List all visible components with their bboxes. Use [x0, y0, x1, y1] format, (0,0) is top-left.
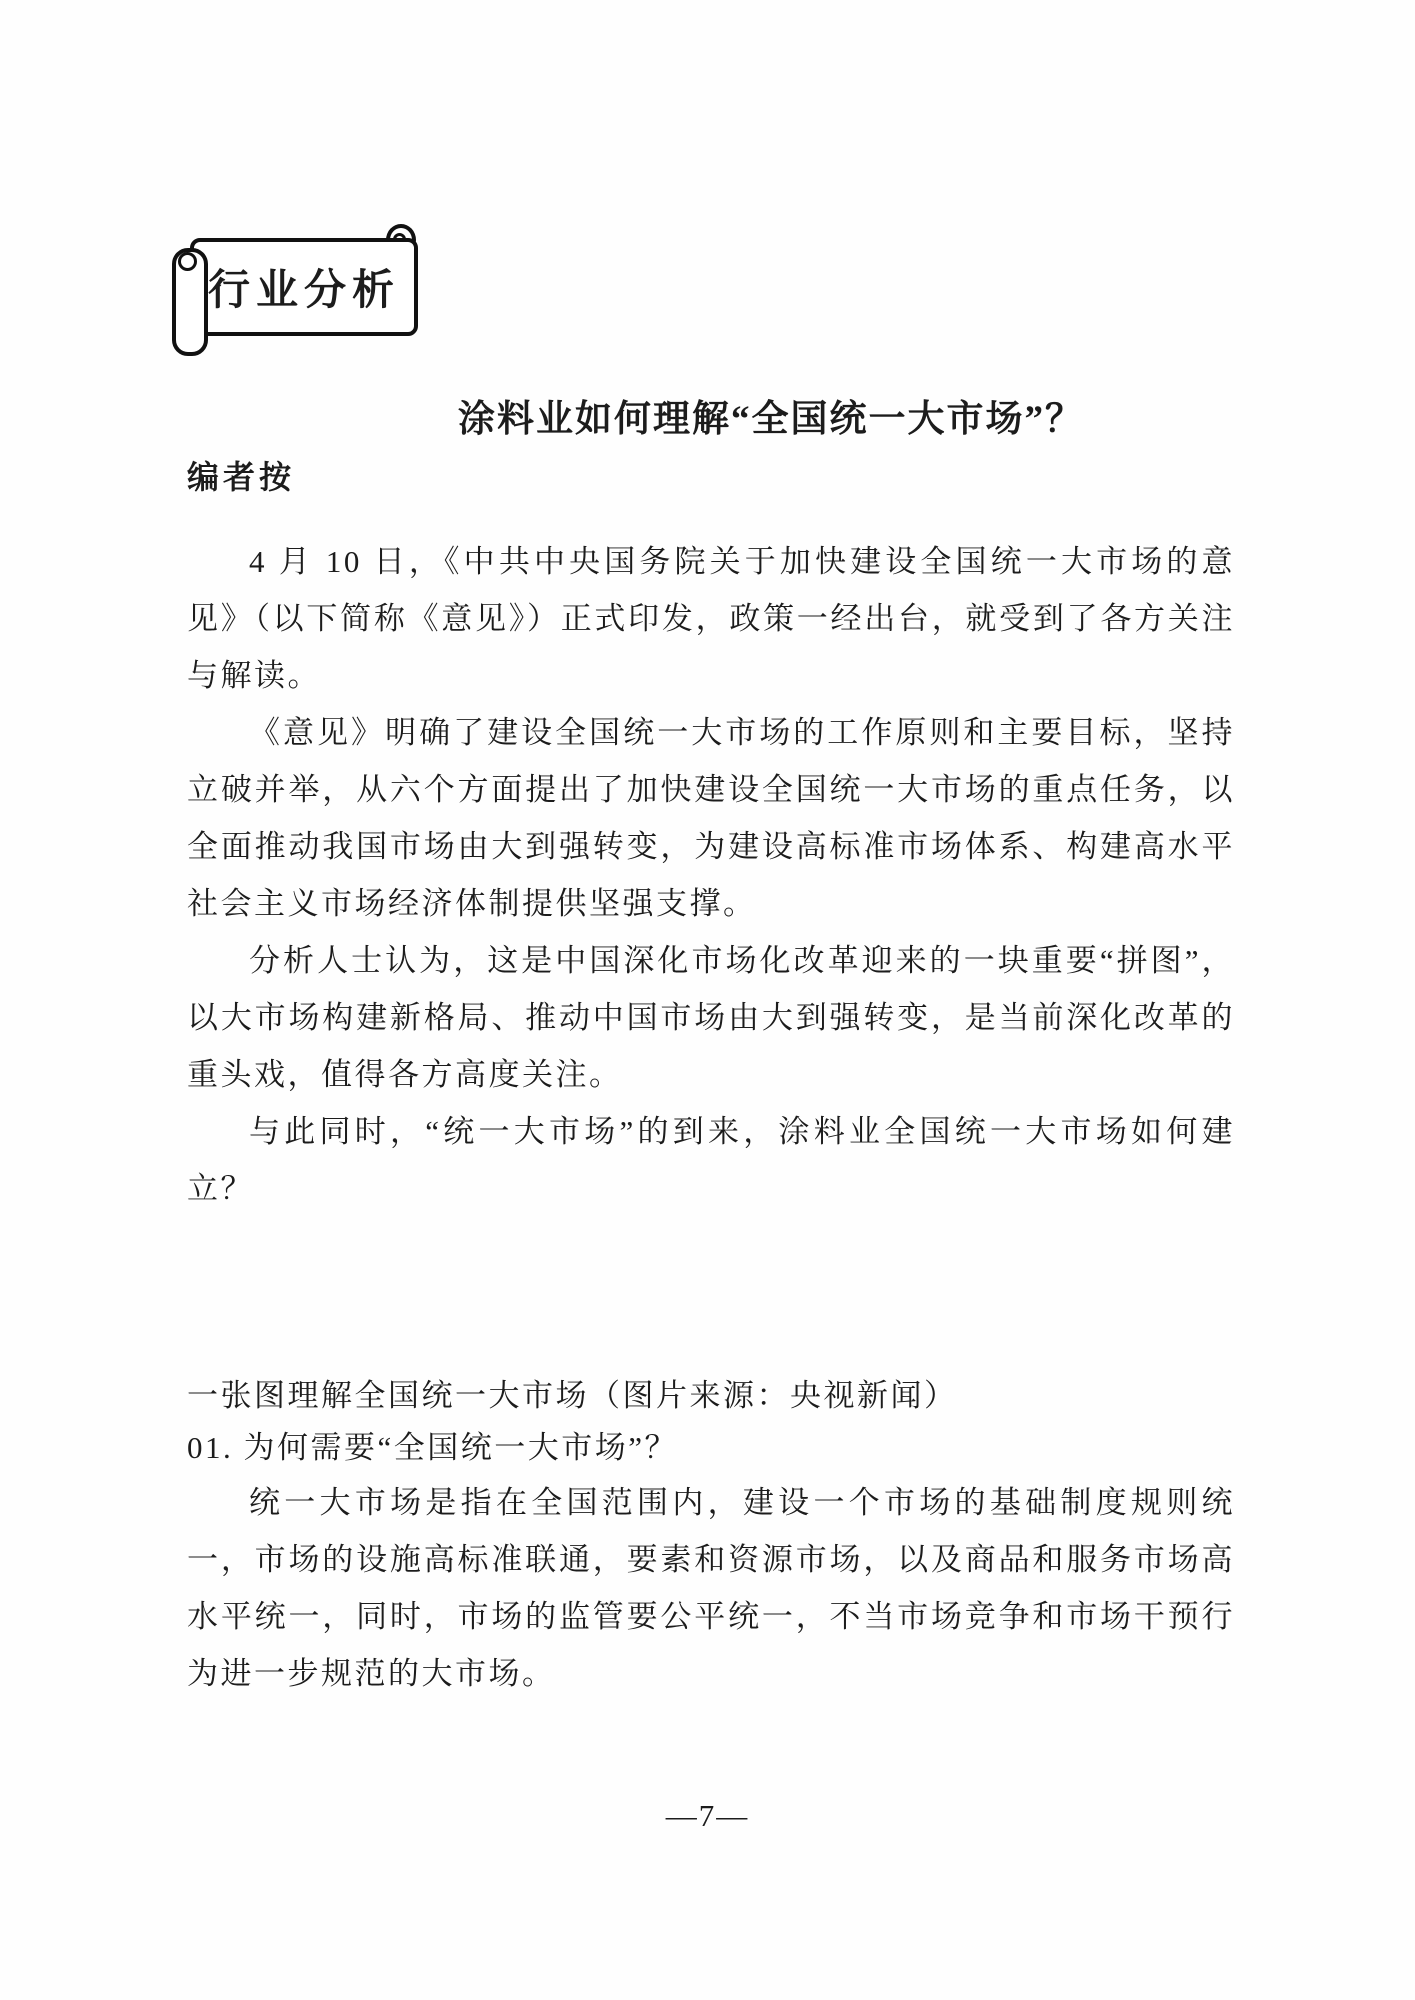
figure-caption: 一张图理解全国统一大市场（图片来源：央视新闻）	[187, 1378, 958, 1413]
article-body	[187, 533, 1235, 1217]
paragraph: 统一大市场是指在全国范围内，建设一个市场的基础制度规则统一，市场的设施高标准联通，要素和资源市场，以及商品和服务市场高水平统一，同时，市场的监管要公平统一，不当市场竞争和市场干预行为进一步规范的大市场。	[187, 1485, 1235, 1691]
scroll-roll-cap-icon	[178, 252, 197, 271]
paragraph: 分析人士认为，这是中国深化市场化改革迎来的一块重要“拼图”，以大市场构建新格局、推动中国市场由大到强转变，是当前深化改革的重头戏，值得各方高度关注。	[187, 943, 1235, 1092]
paragraph: 与此同时，“统一大市场”的到来，涂料业全国统一大市场如何建立？	[187, 1114, 1236, 1206]
paragraph: 4 月 10 日，《中共中央国务院关于加快建设全国统一大市场的意见》（以下简称《意见》）正式印发，政策一经出台，就受到了各方关注与解读。	[187, 544, 1235, 693]
banner-box	[190, 238, 418, 336]
paragraph: 《意见》明确了建设全国统一大市场的工作原则和主要目标，坚持立破并举，从六个方面提出了加快建设全国统一大市场的重点任务，以全面推动我国市场由大到强转变，为建设高标准市场体系、构建高水平社会主义市场经济体制提供坚强支撑。	[187, 715, 1235, 921]
article-section	[187, 1370, 1235, 1702]
section-banner	[172, 222, 418, 354]
section-heading: 01. 为何需要“全国统一大市场”？	[187, 1430, 679, 1465]
page-number: —7—	[665, 1798, 750, 1833]
banner-label: 行业分析	[207, 268, 400, 314]
editor-note-label: 编者按	[187, 459, 296, 495]
article-title: 涂料业如何理解“全国统一大市场”？	[458, 398, 1084, 440]
